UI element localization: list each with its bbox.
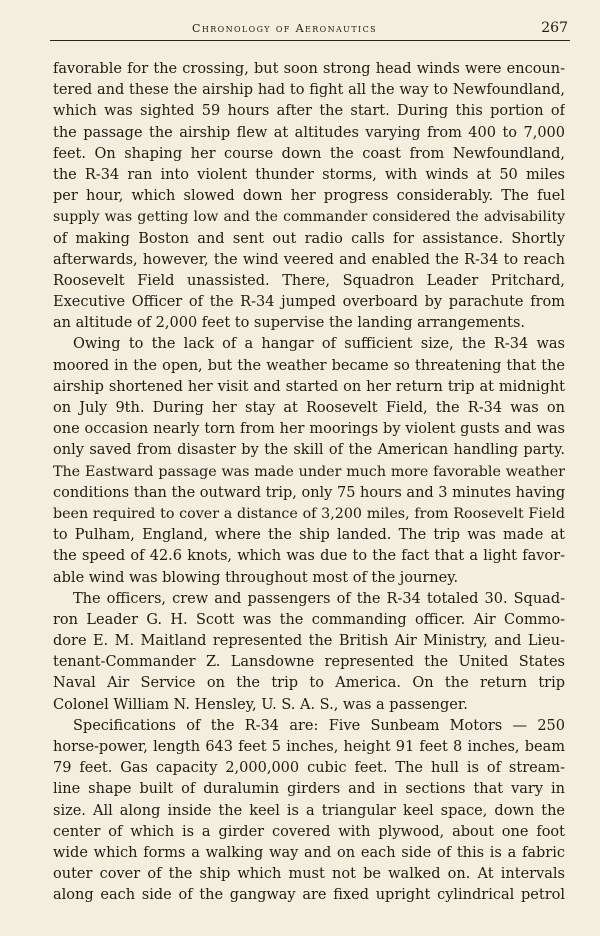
text-line: supply was getting low and the commander considered the advisability (53, 209, 565, 226)
text-line: airship shortened her visit and started on her return trip at midnight (53, 378, 565, 395)
text-line: Owing to the lack of a hangar of sufficient size, the R-34 was (73, 336, 565, 353)
text-line: feet. On shaping her course down the coast from Newfoundland, (53, 145, 565, 162)
text-line: the speed of 42.6 knots, which was due to the fact that a light favor- (53, 548, 565, 565)
text-line: been required to cover a distance of 3,200 miles, from Roosevelt Field (53, 505, 565, 522)
body-text (53, 59, 565, 907)
text-line: horse-power, length 643 feet 5 inches, height 91 feet 8 inches, beam (53, 739, 565, 755)
text-line: the passage the airship flew at altitudes varying from 400 to 7,000 (53, 124, 565, 141)
text-line: Naval Air Service on the trip to America. On the return trip (53, 675, 565, 692)
text-line: an altitude of 2,000 feet to supervise the landing arrangements. (53, 315, 525, 332)
text-line: the R-34 ran into violent thunder storms, with winds at 50 miles (53, 166, 565, 183)
text-line: The Eastward passage was made under much more favorable weather (53, 463, 565, 480)
text-line: only saved from disaster by the skill of the American handling party. (53, 442, 565, 459)
text-line: Executive Officer of the R-34 jumped overboard by parachute from (53, 294, 565, 311)
text-line: per hour, which slowed down her progress considerably. The fuel (53, 188, 565, 205)
text-line: moored in the open, but the weather became so threatening that the (53, 357, 565, 374)
paragraph (53, 334, 565, 588)
header-rule (50, 40, 570, 41)
text-line: The officers, crew and passengers of the R-34 totaled 30. Squad- (73, 590, 565, 607)
text-line: able wind was blowing throughout most of the journey. (53, 569, 459, 586)
text-line: afterwards, however, the wind veered and enabled the R-34 to reach (53, 251, 565, 268)
text-line: wide which forms a walking way and on each side of this is a fabric (53, 844, 565, 861)
text-line: Roosevelt Field unassisted. There, Squadron Leader Pritchard, (53, 272, 565, 289)
text-line: line shape built of duralumin girders and in sections that vary in (53, 781, 565, 798)
running-title: Chronology of Aeronautics (192, 22, 378, 35)
page-number: 267 (541, 20, 568, 36)
text-line: conditions than the outward trip, only 75 hours and 3 minutes having (53, 484, 565, 501)
text-line: 79 feet. Gas capacity 2,000,000 cubic feet. The hull is of stream- (53, 760, 565, 777)
text-line: on July 9th. During her stay at Roosevelt Field, the R-34 was on (53, 400, 565, 416)
text-line: along each side of the gangway are fixed upright cylindrical petrol (53, 887, 565, 904)
text-line: tenant-Commander Z. Lansdowne represented the United States (53, 654, 565, 671)
text-line: to Pulham, England, where the ship landed. The trip was made at (53, 527, 565, 544)
text-line: tered and these the airship had to fight all the way to Newfoundland, (53, 82, 565, 99)
text-line: dore E. M. Maitland represented the British Air Ministry, and Lieu- (53, 633, 565, 650)
text-line: favorable for the crossing, but soon strong head winds were encoun- (53, 61, 565, 77)
paragraph (53, 716, 565, 907)
text-line: size. All along inside the keel is a triangular keel space, down the (53, 802, 565, 819)
text-line: one occasion nearly torn from her moorings by violent gusts and was (53, 421, 565, 438)
text-line: center of which is a girder covered with plywood, about one foot (53, 823, 565, 840)
text-line: which was sighted 59 hours after the start. During this portion of (53, 103, 565, 120)
text-line: Colonel William N. Hensley, U. S. A. S., was a passenger. (53, 696, 468, 713)
paragraph (53, 589, 565, 716)
text-line: of making Boston and sent out radio calls for assistance. Shortly (53, 230, 565, 247)
text-line: ron Leader G. H. Scott was the commanding officer. Air Commo- (53, 611, 565, 628)
paragraph (53, 59, 565, 334)
page-header (52, 20, 570, 42)
text-line: Specifications of the R-34 are: Five Sunbeam Motors — 250 (73, 717, 565, 734)
text-line: outer cover of the ship which must not be walked on. At intervals (53, 866, 565, 883)
